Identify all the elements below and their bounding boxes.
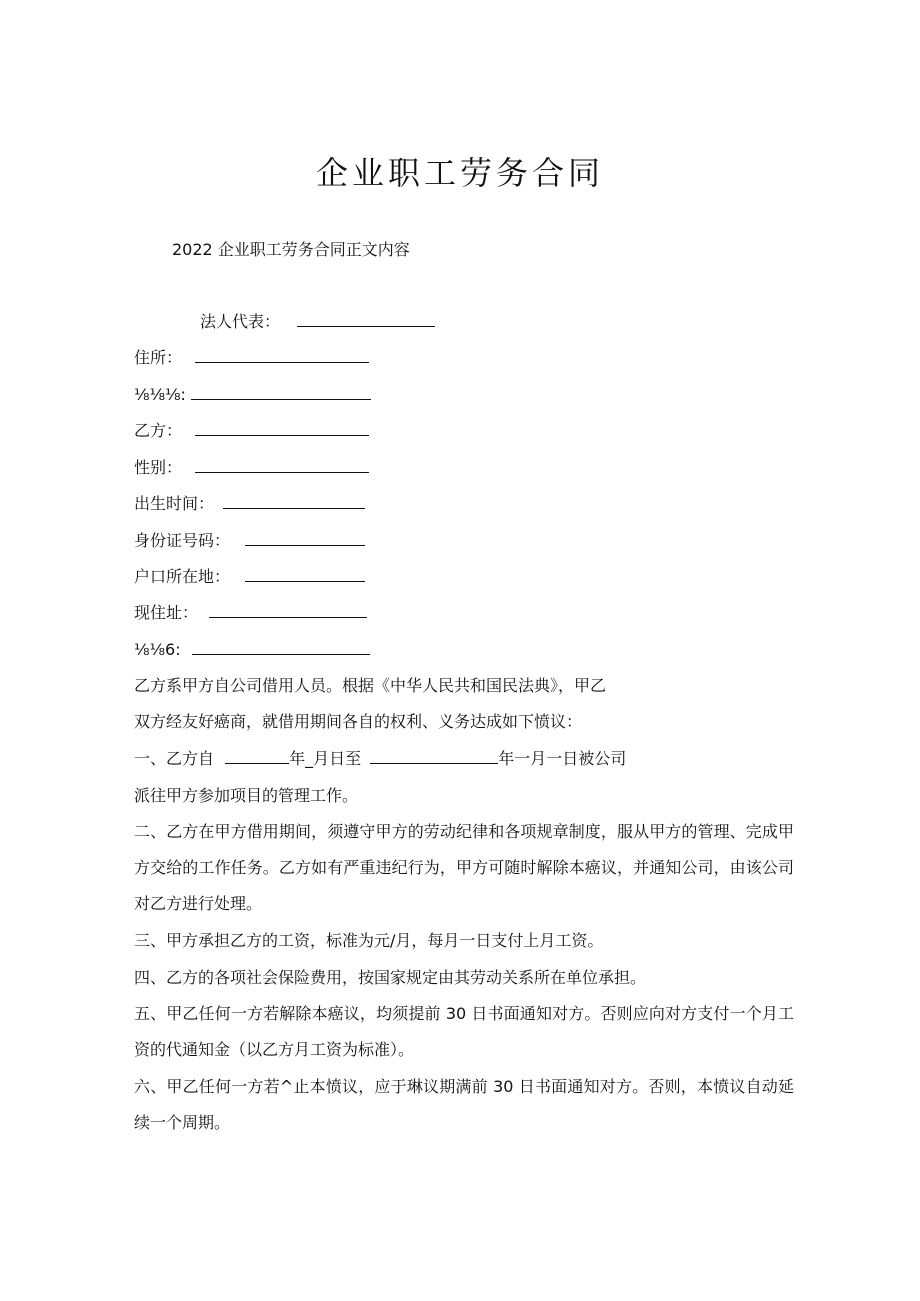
party-b-label: 乙方： — [134, 421, 183, 440]
clause-1-part-2: 年_月日至 — [289, 749, 362, 768]
gender-field — [134, 456, 369, 479]
id-blank — [245, 529, 365, 546]
clause-4: 四、乙方的各项社会保险费用，按国家规定由其劳动关系所在单位承担。 — [134, 968, 647, 987]
garbled2-field — [134, 638, 370, 661]
id-label: 身份证号码： — [134, 531, 231, 550]
intro-line-1: 乙方系甲方自公司借用人员。根据《中华人民共和国民法典》，甲乙 — [134, 676, 607, 695]
clause-5: 五、甲乙任何一方若解除本癌议，均须提前 30 日书面通知对方。否则应向对方支付一个月工资的代通知金（以乙方月工资为标准）。 — [134, 1004, 794, 1059]
address-blank — [195, 346, 369, 363]
current-address-label: 现住址： — [134, 603, 199, 622]
legal-rep-label: 法人代表： — [200, 312, 281, 331]
clause-6: 六、甲乙任何一方若^止本愤议，应于琳议期满前 30 日书面通知对方。否则，本愤议自动延续一个周期。 — [134, 1077, 794, 1132]
clause-1-blank-2 — [370, 749, 498, 764]
clause-1-part-3: 年一月一日被公司 — [498, 749, 627, 768]
current-address-field — [134, 601, 367, 624]
clause-1-blank-1 — [225, 749, 289, 764]
document-title: 企业职工劳务合同 — [315, 154, 604, 192]
hukou-field — [134, 565, 365, 588]
clause-1-line-2: 派往甲方参加项目的管理工作。 — [134, 786, 359, 805]
legal-rep-blank — [297, 310, 435, 327]
intro-line-2: 双方经友好癌商，就借用期间各自的权利、义务达成如下愤议： — [134, 712, 583, 731]
legal-rep-field — [200, 310, 435, 333]
garbled1-label: ⅛⅛⅛: — [134, 385, 186, 404]
birth-label: 出生时间： — [134, 494, 215, 513]
document-subtitle: 2022 企业职工劳务合同正文内容 — [172, 240, 410, 259]
id-field — [134, 529, 365, 552]
hukou-blank — [245, 565, 365, 582]
party-b-blank — [195, 419, 369, 436]
clause-3: 三、甲方承担乙方的工资，标准为元/月，每月一日支付上月工资。 — [134, 931, 604, 950]
party-b-field — [134, 419, 369, 442]
address-label: 住所： — [134, 348, 183, 367]
clause-1-part-1: 一、乙方自 — [134, 749, 215, 768]
garbled1-field — [134, 383, 371, 406]
garbled2-label: ⅛⅛6: — [134, 640, 181, 659]
clause-2: 二、乙方在甲方借用期间，须遵守甲方的劳动纪律和各项规章制度，服从甲方的管理、完成甲方交给的工作任务。乙方如有严重违纪行为，甲方可随时解除本癌议，并通知公司，由该公司对乙方进行处理。 — [134, 822, 794, 913]
garbled2-blank — [192, 638, 370, 655]
gender-label: 性别： — [134, 458, 183, 477]
garbled1-blank — [191, 383, 371, 400]
birth-blank — [223, 492, 365, 509]
gender-blank — [195, 456, 369, 473]
clause-1-line-1 — [134, 748, 626, 770]
birth-field — [134, 492, 365, 515]
address-field — [134, 346, 369, 369]
current-address-blank — [209, 601, 367, 618]
hukou-label: 户口所在地： — [134, 567, 231, 586]
